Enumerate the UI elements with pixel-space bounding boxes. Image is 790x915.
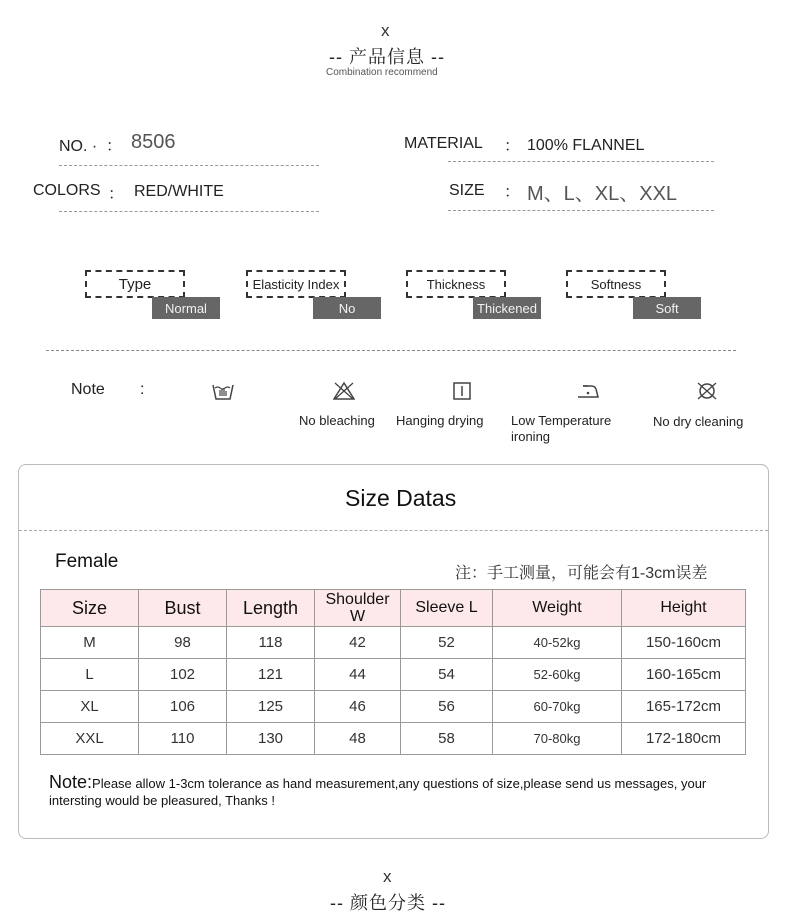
header-bust: Bust: [139, 590, 227, 627]
size-label: SIZE: [449, 182, 485, 199]
footer-section-title: -- 颜色分类 --: [330, 893, 446, 913]
property-thickness-value: Thickened: [473, 297, 541, 319]
cell-weight: 52-60kg: [493, 659, 622, 691]
size-note-head: Note:: [49, 772, 93, 792]
cell-size: XL: [41, 691, 139, 723]
size-note: [49, 774, 739, 809]
size-card-title: Size Datas: [345, 485, 457, 511]
property-elasticity-value: No: [313, 297, 381, 319]
cell-height: 160-165cm: [622, 659, 746, 691]
header-weight: Weight: [493, 590, 622, 627]
material-value: 100% FLANNEL: [527, 137, 645, 154]
no-value: 8506: [131, 131, 176, 153]
colors-colon: ：: [108, 186, 125, 203]
cell-shoulder: 44: [315, 659, 401, 691]
cell-weight: 70-80kg: [493, 723, 622, 755]
material-colon: ：: [504, 138, 521, 155]
cell-shoulder: 48: [315, 723, 401, 755]
property-thickness-box: Thickness: [406, 270, 506, 298]
cell-length: 125: [227, 691, 315, 723]
property-type-value: Normal: [152, 297, 220, 319]
property-softness-box: Softness: [566, 270, 666, 298]
cell-bust: 106: [139, 691, 227, 723]
care-label-no-bleach: No bleaching: [299, 413, 375, 428]
cell-length: 118: [227, 627, 315, 659]
care-label-low-temp-iron: Low Temperature ironing: [511, 413, 612, 444]
footer-x-mark: x: [383, 867, 392, 886]
size-note-body: Please allow 1-3cm tolerance as hand measurement,any questions of size,please send us messages, your intersting would be pleasured, Thanks !: [49, 776, 707, 808]
table-row: [41, 659, 746, 691]
size-card-divider: [19, 530, 768, 531]
header-length: Length: [227, 590, 315, 627]
care-label-hang-dry: Hanging drying: [396, 413, 484, 428]
no-label: NO. ·: [59, 138, 98, 155]
material-underline: [448, 161, 714, 162]
colors-underline: [59, 211, 319, 212]
section-subtitle: Combination recommend: [326, 67, 438, 78]
table-row: [41, 691, 746, 723]
colors-label: COLORS: [33, 182, 101, 199]
header-shoulder: Shoulder W: [315, 590, 401, 627]
care-note-label: Note: [71, 381, 105, 398]
table-row: [41, 723, 746, 755]
property-elasticity-box: Elasticity Index: [246, 270, 346, 298]
cell-sleeve: 54: [401, 659, 493, 691]
property-type-box: Type: [85, 270, 185, 298]
cell-shoulder: 46: [315, 691, 401, 723]
cell-size: L: [41, 659, 139, 691]
measure-note: 注：手工测量，可能会有1-3cm误差: [455, 565, 708, 582]
cell-weight: 60-70kg: [493, 691, 622, 723]
low-temp-iron-icon: [576, 383, 600, 399]
hand-wash-icon: [212, 381, 234, 401]
hang-dry-icon: [453, 382, 471, 400]
colors-value: RED/WHITE: [134, 183, 224, 200]
section-title: -- 产品信息 --: [329, 47, 445, 67]
size-colon: ：: [504, 184, 521, 201]
care-label-no-dry-clean: No dry cleaning: [653, 414, 744, 429]
header-x-mark: x: [381, 21, 390, 40]
cell-size: M: [41, 627, 139, 659]
no-colon: ：: [106, 138, 123, 155]
no-dry-clean-icon: [696, 381, 718, 401]
cell-height: 172-180cm: [622, 723, 746, 755]
cell-sleeve: 56: [401, 691, 493, 723]
no-underline: [59, 165, 319, 166]
no-bleach-icon: [333, 381, 355, 401]
cell-bust: 102: [139, 659, 227, 691]
cell-sleeve: 52: [401, 627, 493, 659]
cell-size: XXL: [41, 723, 139, 755]
care-note-colon: :: [140, 381, 145, 398]
cell-length: 130: [227, 723, 315, 755]
table-row: [41, 627, 746, 659]
cell-shoulder: 42: [315, 627, 401, 659]
cell-height: 165-172cm: [622, 691, 746, 723]
header-sleeve: Sleeve L: [401, 590, 493, 627]
cell-length: 121: [227, 659, 315, 691]
header-height: Height: [622, 590, 746, 627]
cell-weight: 40-52kg: [493, 627, 622, 659]
header-size: Size: [41, 590, 139, 627]
size-underline: [448, 210, 714, 211]
cell-height: 150-160cm: [622, 627, 746, 659]
size-table: [40, 589, 746, 755]
size-value: M、L、XL、XXL: [527, 183, 678, 205]
section-divider: [46, 350, 736, 351]
property-softness-value: Soft: [633, 297, 701, 319]
size-table-header-row: [41, 590, 746, 627]
cell-bust: 98: [139, 627, 227, 659]
cell-bust: 110: [139, 723, 227, 755]
cell-sleeve: 58: [401, 723, 493, 755]
material-label: MATERIAL: [404, 135, 483, 152]
gender-label: Female: [55, 551, 119, 572]
